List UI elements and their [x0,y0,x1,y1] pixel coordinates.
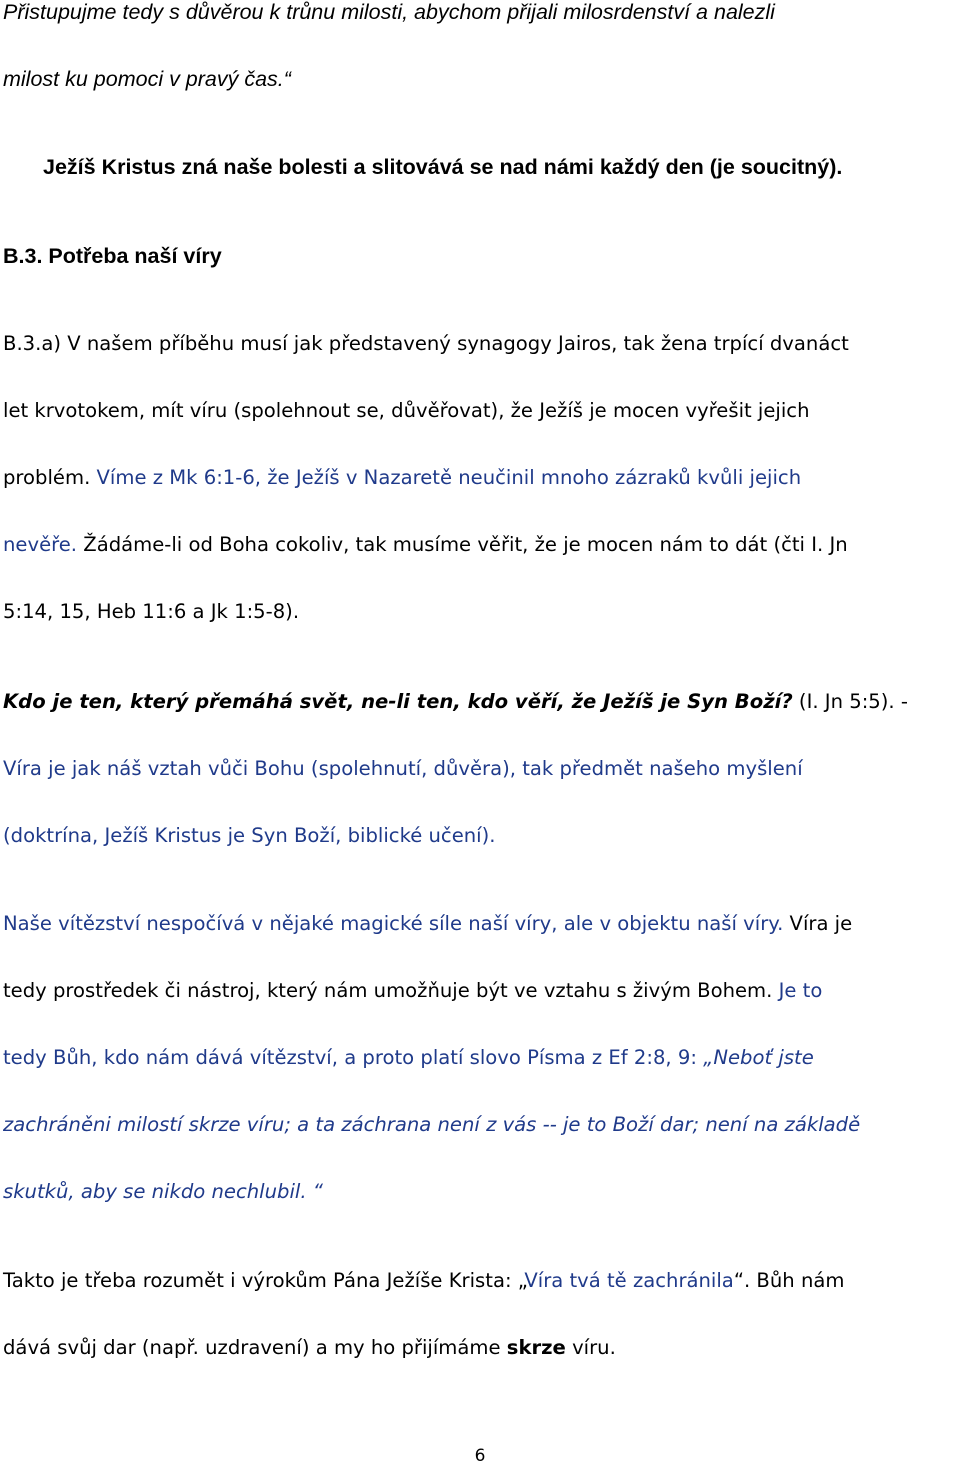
summary-statement: Ježíš Kristus zná naše bolesti a slitovává se nad námi každý den (je soucitný). [43,155,843,179]
closing-line-2-start: dává svůj dar (např. uzdravení) a my ho přijímáme [3,1336,507,1359]
closing-emphasis: skrze [506,1336,566,1359]
b3a-line-3 [3,463,801,493]
page-number: 6 [474,1446,486,1466]
closing-line-2 [3,1333,616,1363]
closing-quote: Víra tvá tě zachránila [524,1269,734,1292]
b3a-line-3-highlight: Víme z Mk 6:1-6, že Ježíš v Nazaretě neučinil mnoho zázraků kvůli jejich [96,466,802,489]
bible-quote-reference: (I. Jn 5:5). - [792,690,908,713]
quote-line-2: Víra je jak náš vztah vůči Bohu (spolehnutí, důvěra), tak předmět našeho myšlení [3,757,803,780]
b3a-line-1: B.3.a) V našem příběhu musí jak představený synagogy Jairos, tak žena trpící dvanáct [3,332,849,355]
b3a-line-3-start: problém. [3,466,97,489]
victory-line-1 [3,909,852,939]
victory-line-1-rest: Víra je [783,912,853,935]
victory-line-3 [3,1043,814,1073]
closing-line-1 [3,1266,844,1296]
quote-line-3: (doktrína, Ježíš Kristus je Syn Boží, biblické učení). [3,824,496,847]
section-heading: B.3. Potřeba naší víry [3,244,222,268]
victory-line-2 [3,976,822,1006]
victory-line-2-start: tedy prostředek či nástroj, který nám umožňuje být ve vztahu s živým Bohem. [3,979,773,1002]
quote-line-1 [3,687,908,717]
victory-line-1-start: Naše vítězství nespočívá v nějaké magické síle naší víry, ale v objektu naší víry. [3,912,784,935]
intro-line-2: milost ku pomoci v pravý čas.“ [3,67,291,91]
b3a-line-4-start: nevěře. [3,533,84,556]
b3a-line-4-rest: Žádáme-li od Boha cokoliv, tak musíme věřit, že je mocen nám to dát (čti I. Jn [83,533,848,556]
intro-line-1: Přistupujme tedy s důvěrou k trůnu milosti, abychom přijali milosrdenství a nalezli [3,0,775,24]
closing-line-1-end: “. Bůh nám [733,1269,845,1292]
victory-line-3-start: tedy Bůh, kdo nám dává vítězství, a proto platí slovo Písma z Ef 2:8, 9: [3,1046,704,1069]
closing-line-1-start: Takto je třeba rozumět i výrokům Pána Ježíše Krista: „ [3,1269,525,1292]
scripture-quote-start: „Neboť jste [703,1046,814,1069]
b3a-line-5: 5:14, 15, Heb 11:6 a Jk 1:5-8). [3,600,300,623]
scripture-quote-line-2: zachráněni milostí skrze víru; a ta záchrana není z vás -- je to Boží dar; není na základě [3,1113,861,1136]
b3a-line-4 [3,530,848,560]
scripture-quote-line-3: skutků, aby se nikdo nechlubil. “ [3,1180,323,1203]
b3a-line-2: let krvotokem, mít víru (spolehnout se, důvěřovat), že Ježíš je mocen vyřešit jejich [3,399,810,422]
victory-line-2-rest: Je to [772,979,823,1002]
bible-quote-question: Kdo je ten, který přemáhá svět, ne-li ten, kdo věří, že Ježíš je Syn Boží? [3,690,793,713]
closing-line-2-end: víru. [565,1336,616,1359]
